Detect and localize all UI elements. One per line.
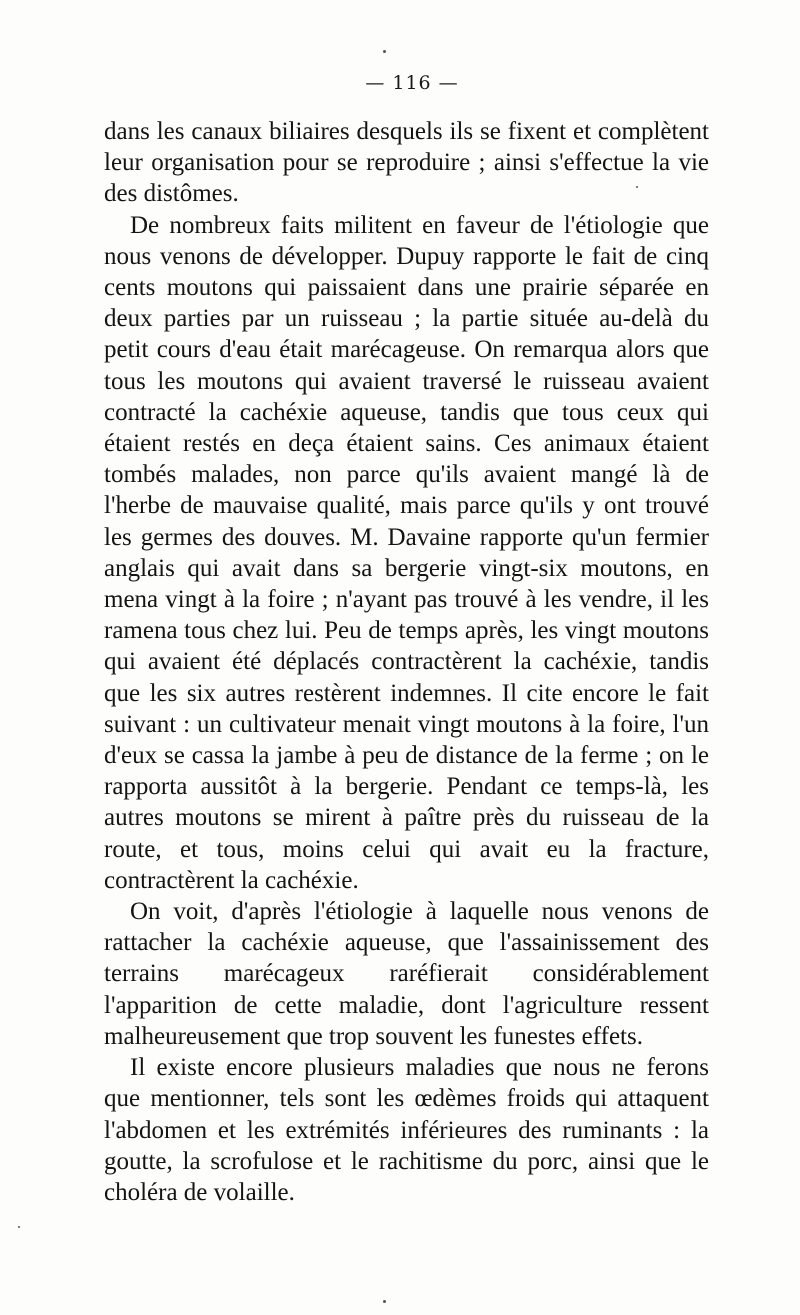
- paragraph-2: De nombreux faits militent en faveur de l'étiologie que nous venons de développer. Dupuy rapporte le fait de cinq cents moutons qui paissaient dans une prairie séparée en deux parties par un ruisseau ; la partie située au-delà du petit cours d'eau était marécageuse. On remarqua alors que tous les moutons qui avaient traversé le ruisseau avaient contracté la cachéxie aqueuse, tandis que tous ceux qui étaient restés en deça étaient sains. Ces animaux étaient tombés malades, non parce qu'ils avaient mangé là de l'herbe de mauvaise qualité, mais parce qu'ils y ont trouvé les germes des douves. M. Davaine rapporte qu'un fermier anglais qui avait dans sa bergerie vingt-six moutons, en mena vingt à la foire ; n'ayant pas trouvé à les vendre, il les ramena tous chez lui. Peu de temps après, les vingt moutons qui avaient été déplacés contractèrent la cachéxie, tandis que les six autres restèrent indemnes. Il cite encore le fait suivant : un cultivateur menait vingt moutons à la foire, l'un d'eux se cassa la jambe à peu de distance de la ferme ; on le rapporta aussitôt à la bergerie. Pendant ce temps-là, les autres moutons se mirent à paître près du ruisseau de la route, et tous, moins celui qui avait eu la fracture, contractèrent la cachéxie.: [104, 211, 709, 894]
- scan-speck: [18, 1226, 20, 1228]
- paragraph-1: dans les canaux biliaires desquels ils se fixent et complètent leur organisation pour se reproduire ; ainsi s'effectue la vie des distômes.: [104, 118, 709, 208]
- body-text: [104, 116, 709, 1208]
- paragraph-4: Il existe encore plusieurs maladies que nous ne ferons que mentionner, tels sont les œdèmes froids qui attaquent l'abdomen et les extrémités inférieures des ruminants : la goutte, la scrofulose et le rachitisme du porc, ainsi que le choléra de volaille.: [104, 1054, 709, 1206]
- paragraph-3: On voit, d'après l'étiologie à laquelle nous venons de rattacher la cachéxie aqueuse, que l'assainissement des terrains marécageux raréfierait considérablement l'apparition de cette maladie, dont l'agriculture ressent malheureusement que trop souvent les funestes effets.: [104, 898, 709, 1050]
- page-number: — 116 —: [365, 72, 459, 94]
- scan-speck: [383, 1300, 386, 1303]
- scan-speck: [636, 186, 638, 188]
- scan-speck: [383, 50, 386, 53]
